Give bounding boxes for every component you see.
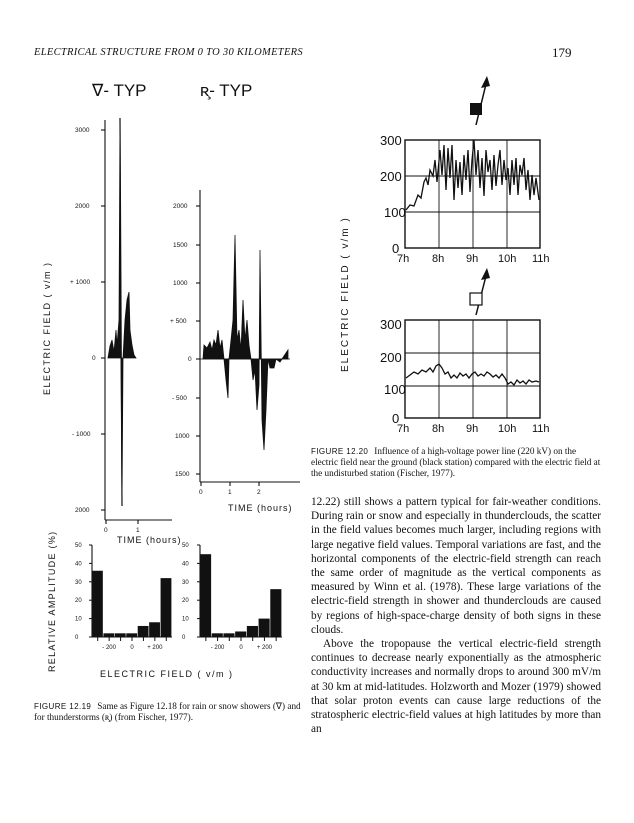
fig19-hist-left xyxy=(75,543,172,651)
hist-right-xtick-label: + 200 xyxy=(256,645,273,651)
fig19-caption xyxy=(34,701,304,723)
fig19-xlabel-bottom: ELECTRIC FIELD ( v/m ) xyxy=(100,669,234,679)
svg-text:8h: 8h xyxy=(432,253,445,265)
fig19-ylabel-top: ELECTRIC FIELD ( v/m ) xyxy=(42,261,52,395)
hist-left-ytick-label: 30 xyxy=(75,579,82,586)
fig20-lower-xticks xyxy=(397,423,550,435)
hist-right-xtick-label: 0 xyxy=(239,645,243,651)
fig19-left-panel xyxy=(101,120,172,524)
page-number: 179 xyxy=(552,45,572,60)
white-station-icon xyxy=(470,268,490,315)
svg-text:0: 0 xyxy=(92,355,96,362)
fig19-title-right: ʀ̧- TYP xyxy=(200,81,253,100)
fig19-right-xticks xyxy=(199,489,261,496)
hist-right-ytick-label: 40 xyxy=(182,561,189,568)
svg-text:9h: 9h xyxy=(466,253,479,265)
fig19-caption-label: FIGURE 12.19 xyxy=(34,702,92,711)
hist-left-bar xyxy=(115,633,126,637)
fig20-lower-yticks xyxy=(380,317,406,426)
hist-right-ytick-label: 30 xyxy=(182,579,189,586)
hist-right-bar xyxy=(247,626,258,637)
running-title: ELECTRICAL STRUCTURE FROM 0 TO 30 KILOMETERS xyxy=(34,47,303,58)
hist-left-bar xyxy=(126,633,137,637)
fig20-caption-text: Influence of a high-voltage power line (220 kV) on the electric field near the ground (black station) compared with the electric field at the undisturbed station (Fischer, 1977). xyxy=(311,446,601,478)
fig20-upper-yticks xyxy=(380,133,406,256)
hist-right-bar xyxy=(200,554,211,637)
svg-text:2000: 2000 xyxy=(75,507,90,514)
svg-text:300: 300 xyxy=(380,317,402,332)
fig19-caption-text: Same as Figure 12.18 for rain or snow showers (∇) and for thunderstorms (ʀ̧) (from Fischer, 1977). xyxy=(34,701,301,722)
svg-text:1500: 1500 xyxy=(173,242,188,249)
hist-left-ytick-label: 40 xyxy=(75,561,82,568)
fig20-caption xyxy=(311,446,601,479)
svg-text:100: 100 xyxy=(384,382,406,397)
fig20-upper-trace xyxy=(406,140,539,210)
svg-text:200: 200 xyxy=(380,350,402,365)
svg-text:100: 100 xyxy=(384,205,406,220)
fig19-xlabel-top-left: TIME (hours) xyxy=(117,535,182,545)
hist-right-ytick-label: 20 xyxy=(182,598,189,605)
svg-text:2000: 2000 xyxy=(75,203,90,210)
svg-text:10h: 10h xyxy=(498,423,517,435)
hist-left-xtick-label: 0 xyxy=(130,645,134,651)
body-text xyxy=(311,495,601,736)
fig19-left-xticks xyxy=(104,527,140,534)
hist-right-ytick-label: 50 xyxy=(182,543,189,549)
svg-text:7h: 7h xyxy=(397,423,410,435)
fig20-ylabel: ELECTRIC FIELD ( v/m ) xyxy=(340,216,351,372)
hist-right-bar xyxy=(223,633,234,637)
fig19-hist-right xyxy=(182,543,282,651)
svg-text:0: 0 xyxy=(392,411,400,426)
hist-left-ytick-label: 20 xyxy=(75,598,82,605)
svg-text:2000: 2000 xyxy=(173,203,188,210)
fig19-left-yticks xyxy=(70,127,96,514)
hist-left-bar xyxy=(103,633,114,637)
svg-text:11h: 11h xyxy=(532,253,550,265)
svg-text:- 1000: - 1000 xyxy=(72,431,91,438)
svg-text:+ 1000: + 1000 xyxy=(70,279,91,286)
hist-right-bar xyxy=(235,631,246,637)
hist-right-ytick-label: 10 xyxy=(182,616,189,623)
svg-text:9h: 9h xyxy=(466,423,479,435)
fig19-title-left: ∇- TYP xyxy=(92,81,147,100)
fig19-ylabel-bottom: RELATIVE AMPLITUDE (%) xyxy=(47,530,57,672)
black-station-icon xyxy=(470,76,490,125)
fig19-right-yticks xyxy=(170,203,192,478)
svg-text:11h: 11h xyxy=(532,423,550,435)
hist-right-bar xyxy=(212,633,223,637)
hist-left-bar xyxy=(92,571,103,637)
svg-text:0: 0 xyxy=(392,241,400,256)
svg-text:2: 2 xyxy=(257,489,261,496)
svg-text:10h: 10h xyxy=(498,253,517,265)
hist-right-ytick-label: 0 xyxy=(182,635,186,641)
svg-text:1000: 1000 xyxy=(175,433,190,440)
svg-text:1500: 1500 xyxy=(175,471,190,478)
hist-left-bar xyxy=(138,626,149,637)
hist-right-xtick-label: - 200 xyxy=(210,645,225,651)
svg-text:200: 200 xyxy=(380,169,402,184)
svg-text:0: 0 xyxy=(199,489,203,496)
svg-text:- 500: - 500 xyxy=(172,395,187,402)
fig20-upper-xticks xyxy=(397,253,550,265)
body-paragraph-2: Above the tropopause the vertical electric-field strength continues to decrease nearly exponentially as the atmospheric conductivity increases and normally drops to around 300 mV/m at 30 km at mid-latitudes. Holzworth and Mozer (1979) showed that solar proton events can cause large reductions of the stratospheric electric-field values at high latitudes by more than an xyxy=(311,638,601,736)
body-paragraph-1: 12.22) still shows a pattern typical for fair-weather conditions. During rain or snow and especially in thunderclouds, the scatter in the field values becomes much larger, including regions with large negative field values. Temporal variations are fast, and the horizontal components of the electric-field strength can reach the same order of magnitude as the vertical components as measured by Winn et al. (1978). These large variations of the electric-field strength in shower and thunderclouds are caused by regions of high-space-charge density of both signs in these clouds. xyxy=(311,496,601,636)
fig20-lower-panel xyxy=(405,320,540,418)
svg-text:0: 0 xyxy=(104,527,108,534)
fig19-right-trace xyxy=(203,235,288,450)
hist-left-bar xyxy=(161,578,172,637)
svg-text:1000: 1000 xyxy=(173,280,188,287)
hist-left-bar xyxy=(149,622,160,637)
svg-text:+ 500: + 500 xyxy=(170,318,187,325)
hist-right-bar xyxy=(270,589,281,637)
fig20-lower-trace xyxy=(406,364,539,385)
hist-left-xtick-label: + 200 xyxy=(147,645,163,651)
hist-left-ytick-label: 50 xyxy=(75,543,82,549)
hist-left-ytick-label: 0 xyxy=(75,635,79,641)
svg-text:0: 0 xyxy=(188,356,192,363)
svg-text:3000: 3000 xyxy=(75,127,90,134)
svg-text:300: 300 xyxy=(380,133,402,148)
hist-left-ytick-label: 10 xyxy=(75,616,82,623)
svg-text:1: 1 xyxy=(228,489,232,496)
hist-left-xtick-label: - 200 xyxy=(102,645,116,651)
svg-text:7h: 7h xyxy=(397,253,410,265)
fig19-xlabel-top-right: TIME (hours) xyxy=(228,503,293,513)
hist-right-bar xyxy=(259,619,270,637)
svg-text:8h: 8h xyxy=(432,423,445,435)
svg-text:1: 1 xyxy=(136,527,140,534)
fig20-caption-label: FIGURE 12.20 xyxy=(311,447,369,456)
